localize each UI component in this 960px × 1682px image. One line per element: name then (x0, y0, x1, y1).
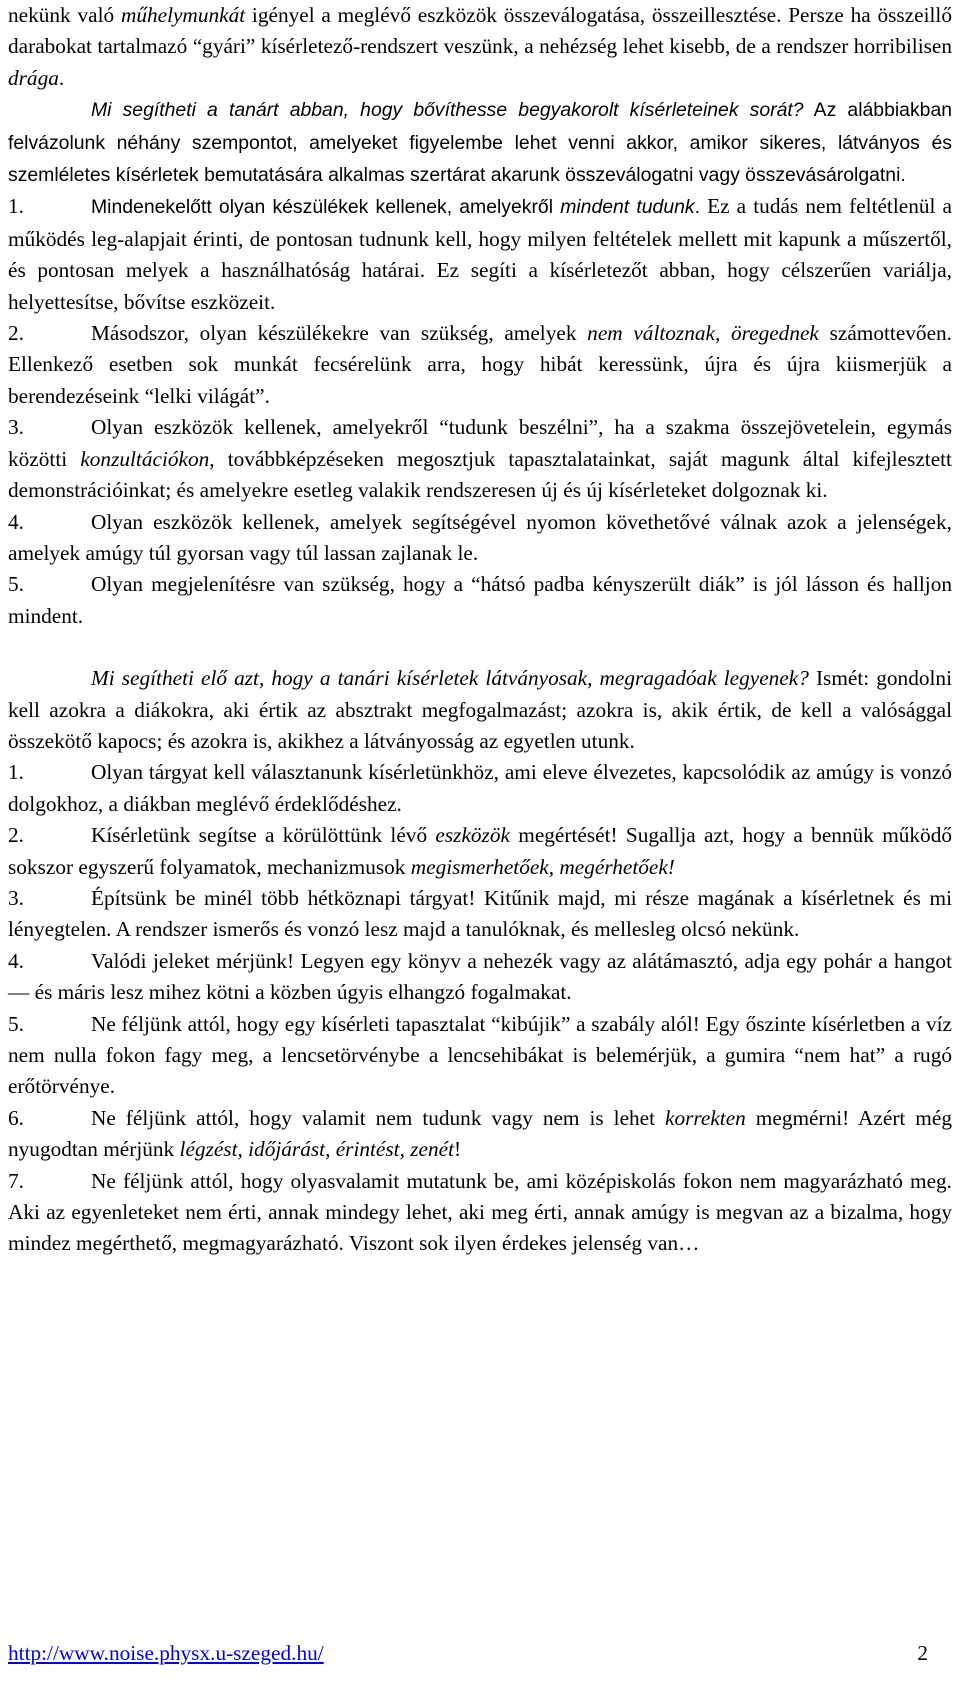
text: Ne féljünk attól, hogy egy kísérleti tapasztalat “kibújik” a szabály alól! Egy őszinte kísérletben a víz nem nulla fokon fagy meg, a lencsetörvénybe a lencsehibákat is belemérjük, a gumira “nem hat” a rugó erőtörvénye. (8, 1011, 952, 1099)
question-heading: Mi segítheti elő azt, hogy a tanári kísérletek látványosak, megragadóak legyenek? (91, 666, 809, 691)
paragraph-gap (8, 632, 952, 663)
list-number: 7. (8, 1168, 24, 1193)
list-number: 5. (8, 572, 24, 597)
text: Olyan megjelenítésre van szükség, hogy a “hátsó padba kényszerült diák” is jól lásson és halljon mindent. (8, 572, 952, 628)
text: Mindenekelőtt olyan készülékek kellenek, amelyekről (91, 196, 561, 219)
paragraph-question-1 (8, 94, 952, 191)
list-item (8, 883, 952, 946)
question-heading: Mi segítheti a tanárt abban, hogy bővíthesse begyakorolt kísérleteinek sorát? (91, 99, 804, 122)
list-number: 3. (8, 885, 24, 910)
list-number: 3. (8, 415, 24, 440)
emphasis: nem változnak, öregednek (587, 321, 819, 346)
emphasis: műhelymunkát (120, 3, 246, 27)
list-number: 2. (8, 321, 24, 346)
text: számottevően. Ellenkező esetben sok munkát fecsérelünk arra, hogy hibát keressünk, újra és újra kiismerjük a berendezéseink “lelki világát”. (8, 321, 952, 408)
emphasis: drága (8, 65, 59, 90)
page-number: 2 (917, 1641, 928, 1665)
list-item (8, 191, 952, 318)
text: Valódi jeleket mérjünk! Legyen egy könyv a nehezék vagy az alátámasztó, adja egy pohár a hangot — és máris lesz mihez kötni a közben úgyis elhangzó fogalmakat. (8, 948, 952, 1005)
text: Olyan tárgyat kell választanunk kísérletünkhöz, ami eleve élvezetes, kapcsolódik az amúgy is vonzó dolgokhoz, a diákban meglévő érdeklődéshez. (8, 760, 952, 816)
list-item (8, 946, 952, 1009)
list-item (8, 507, 952, 570)
list-item (8, 318, 952, 412)
text: nekünk való (8, 3, 121, 27)
text: megmérni! Azért még nyugodtan mérjünk (8, 1105, 952, 1162)
text: Ez a tudás nem feltétlenül a működés leg-alapjait érinti, de pontosan tudnunk kell, hogy milyen feltételek mellett mit kapunk a műszertől, és pontosan melyek a használhatóság határai. Ez segíti a kísérletezőt abban, hogy célszerűen variálja, helyettesítse, bővítse eszközeit. (8, 194, 953, 314)
list-item (8, 1166, 952, 1260)
page-footer (8, 1641, 952, 1675)
emphasis: mindent tudunk (560, 196, 695, 219)
emphasis: légzést, időjárást, érintést, zenét (179, 1137, 454, 1162)
text: Ismét: gondolni kell azokra a diákokra, aki értik az absztrakt megfogalmazást; azokra is, akik értik, de kell a valósággal összekötő kapocs; és azokra is, akikhez a látványosság az egyetlen utunk. (8, 666, 952, 753)
list-number: 1. (8, 194, 24, 219)
paragraph-question-2 (8, 663, 952, 757)
emphasis: megismerhetőek, megérhetőek! (410, 854, 675, 879)
text: Kísérletünk segítse a körülöttünk lévő (91, 823, 436, 848)
list-number: 1. (8, 760, 24, 785)
text: , továbbképzéseken megosztjuk tapasztalatainkat, saját magunk által kifejlesztett demonstrációinkat; és amelyekre esetleg valakik rendszeresen új és új kísérleteket dolgoznak ki. (8, 446, 952, 503)
list-number: 4. (8, 948, 24, 973)
emphasis: eszközök (435, 823, 510, 848)
text: igényel a meglévő eszközök összeválogatása, összeillesztése. Persze ha összeillő darabokat tartalmazó “gyári” kísérletező-rendszert veszünk, a nehézség lehet kisebb, de a rendszer horribilisen (8, 3, 952, 59)
paragraph-intro (8, 0, 952, 94)
list-number: 2. (8, 823, 24, 848)
list-item (8, 569, 952, 632)
text: . (694, 196, 700, 219)
list-item (8, 1009, 952, 1103)
text: Olyan eszközök kellenek, amelyek segítségével nyomon követhetővé válnak azok a jelenségek, amelyek amúgy túl gyorsan vagy túl lassan zajlanak le. (8, 509, 952, 565)
text: Ne féljünk attól, hogy olyasvalamit mutatunk be, ami középiskolás fokon nem magyarázható meg. Aki az egyenleteket nem érti, annak mindegy lehet, aki meg érti, annak amúgy is megvan az a bizalma, hogy mindez megérthető, megmagyarázható. Viszont sok ilyen érdekes jelenség van… (8, 1168, 952, 1256)
emphasis: korrekten (665, 1105, 746, 1130)
text: Ne féljünk attól, hogy valamit nem tudunk vagy nem is lehet (91, 1105, 666, 1130)
text: Az alábbiakban felvázolunk néhány szempontot, amelyeket figyelembe lehet venni akkor, amikor sikeres, látványos és szemléletes kísérletek bemutatására alkalmas szertárat akarunk összeválogatni vagy összevásárolgatni. (8, 99, 953, 187)
text: Másodszor, olyan készülékekre van szükség, amelyek (91, 321, 588, 346)
emphasis: konzultációkon (80, 446, 210, 471)
list-number: 5. (8, 1011, 24, 1036)
text: Olyan eszközök kellenek, amelyekről “tudunk beszélni”, ha a szakma összejövetelein, egymás közötti (8, 415, 952, 471)
text: . (58, 65, 65, 90)
list-item (8, 757, 952, 820)
list-item (8, 412, 952, 506)
list-item (8, 1103, 952, 1166)
footer-url-link[interactable]: http://www.noise.physx.u-szeged.hu/ (8, 1641, 324, 1665)
document-body (8, 0, 952, 1260)
text: megértését! Sugallja azt, hogy a bennük működő sokszor egyszerű folyamatok, mechanizmusok (8, 823, 952, 879)
list-number: 6. (8, 1105, 24, 1130)
list-item (8, 820, 952, 883)
text: Építsünk be minél több hétköznapi tárgyat! Kitűnik majd, mi része magának a kísérletnek és mi lényegtelen. A rendszer ismerős és vonzó lesz majd a tanulóknak, és mellesleg olcsó nekünk. (8, 885, 952, 942)
text: ! (454, 1137, 462, 1162)
list-number: 4. (8, 509, 24, 534)
